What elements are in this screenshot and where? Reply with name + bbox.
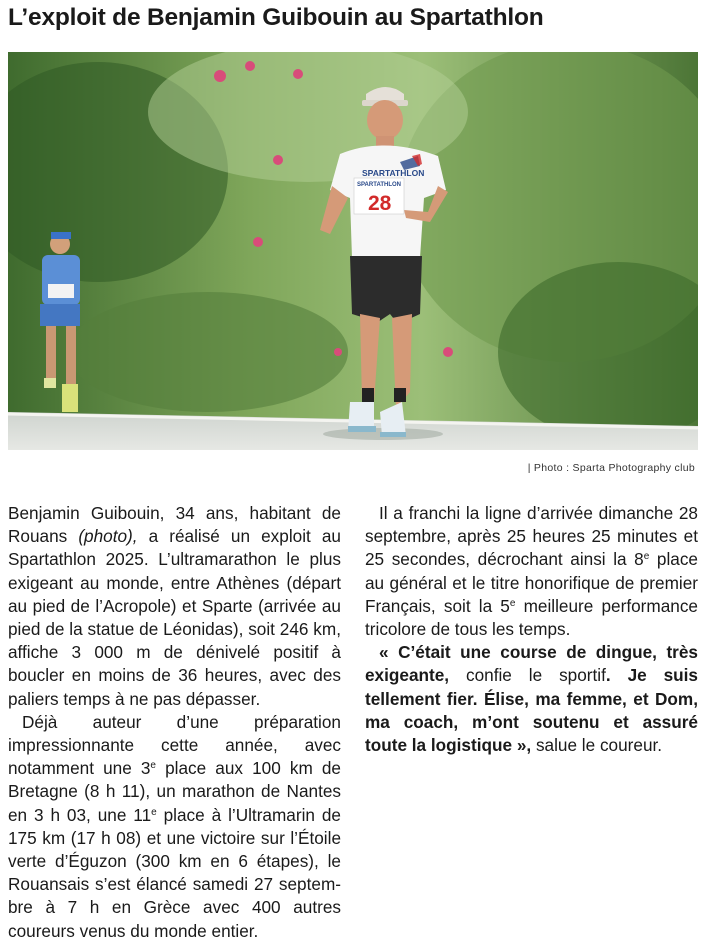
paragraph-1 [8, 502, 341, 711]
text-run: salue le coureur. [531, 735, 663, 756]
paragraph-2 [8, 711, 341, 943]
text-run: place au général et le titre honorifique de premier Français, soit la 5 [365, 549, 698, 616]
paragraph-3 [365, 502, 698, 641]
quote-bold: « C’était une course de dingue, très exigeante, [365, 642, 698, 686]
text-run: a réalisé un exploit au Spartathlon 2025. L’ultramarathon le plus exigeant au monde, entre Athènes (départ au pied de l’Acropole) et Sparte (arrivée au pied de la statue de Léonidas), soit 246 km, affiche 3 000 m de dénivelé positif à boucler en moins de 36 heures, avec des paliers temps à ne pas dépasser. [8, 526, 341, 709]
bib-number: 28 [368, 192, 392, 215]
superscript: e [151, 806, 157, 818]
bib-text: SPARTATHLON [357, 182, 401, 188]
article-photo [8, 52, 698, 450]
article-column-right [365, 502, 698, 757]
text-run: Benjamin Guibouin, 34 ans, habitant de Rouans [8, 503, 341, 547]
text-run: Il a franchi la ligne d’arrivée dimanche 28 septembre, après 25 heures 25 minutes et 25 secondes, décrochant ainsi la 8 [365, 503, 698, 570]
article-title: L’exploit de Benjamin Guibouin au Spartathlon [8, 4, 544, 31]
photo-credit: | Photo : Sparta Photography club [527, 462, 695, 474]
text-run: confie le sportif [449, 665, 606, 686]
text-run: meilleure performance tricolore de tous les temps. [365, 595, 698, 640]
superscript: e [150, 760, 156, 772]
article-column-left [8, 502, 341, 943]
text-run: place à l’Ultramarin de 175 km (17 h 08) et une victoire sur l’Étoile verte d’Éguzon (300 km en 6 étapes), le Rouansais s’est élancé samedi 27 septembre à 7 h en Grèce avec 400 autres coureurs venus du monde entier. [8, 804, 341, 941]
quote-bold: . Je suis tellement fier. Élise, ma femme, et Dom, ma coach, m’ont soutenu et assuré toute la logistique », [365, 665, 698, 756]
superscript: e [509, 597, 516, 609]
text-run-italic: (photo), [78, 526, 138, 547]
text-run: place aux 100 km de Bretagne (8 h 11), un marathon de Nantes en 3 h 03, une 11 [8, 758, 341, 825]
superscript: e [643, 551, 650, 563]
paragraph-4-quote [365, 641, 698, 757]
shirt-text: SPARTATHLON [362, 168, 425, 178]
text-run: Déjà auteur d’une préparation impressionnante cette année, avec notamment une 3 [8, 711, 341, 779]
